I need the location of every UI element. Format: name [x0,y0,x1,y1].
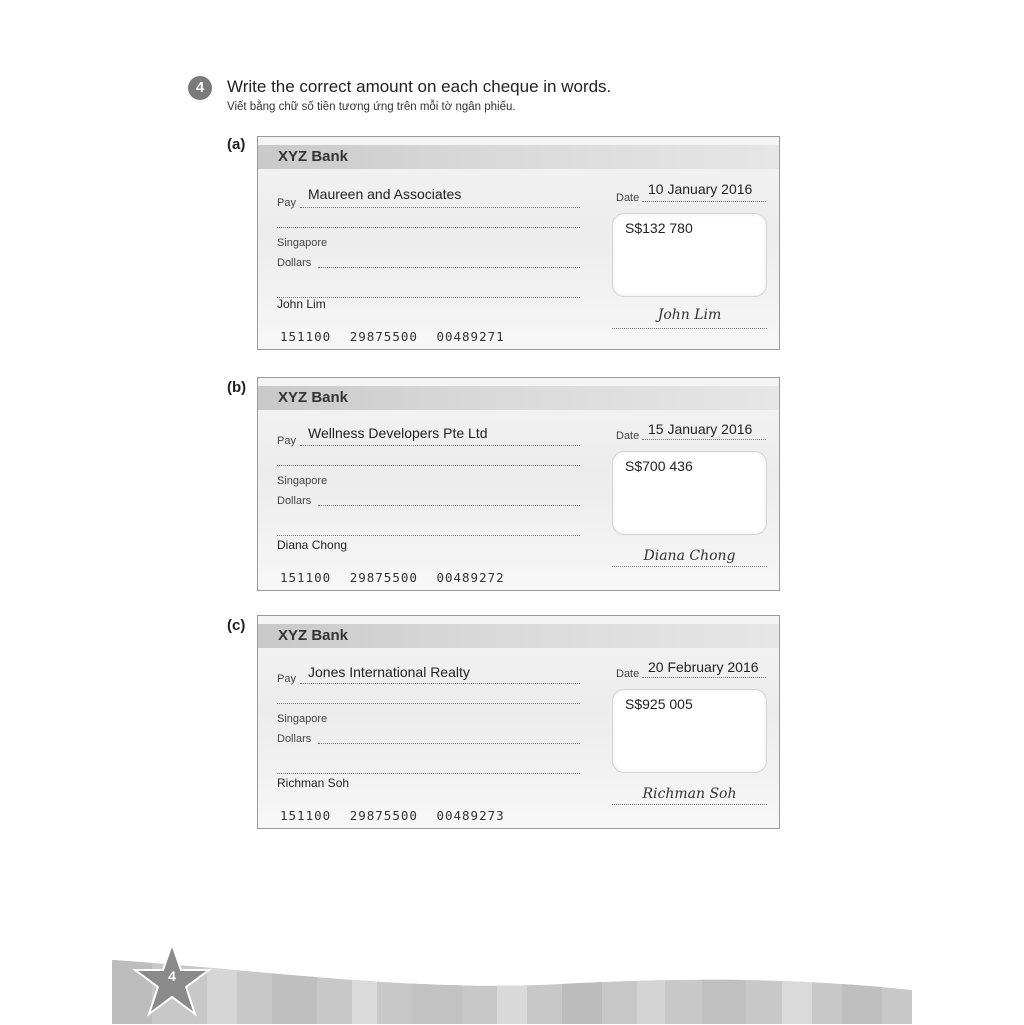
micr-account-no: 00489272 [436,570,505,585]
payee-name: Maureen and Associates [308,186,462,202]
amount-words-line-2[interactable] [318,505,580,506]
bank-header [258,145,779,169]
amount-figures: S$132 780 [625,220,693,236]
micr-branch-code: 29875500 [349,808,418,823]
dollars-label: Dollars [277,733,312,745]
date-line [642,201,766,202]
amount-box [612,689,767,773]
micr-account-no: 00489271 [436,329,505,344]
pay-line [300,445,580,446]
part-label-b: (b) [227,379,247,396]
date-label: Date [616,430,640,442]
part-label-a: (a) [227,136,246,153]
amount-words-line-1 [277,227,580,228]
singapore-label: Singapore [277,713,328,725]
payee-name: Jones International Realty [308,664,470,680]
date-line [642,439,766,440]
pay-label: Pay [277,673,296,685]
drawer-name: Richman Soh [277,776,350,790]
singapore-label: Singapore [277,237,328,249]
micr-cheque-no: 151100 [280,808,332,823]
pay-line [300,207,580,208]
micr-line [280,570,505,585]
signature: Diana Chong [643,548,736,564]
cheque-date: 10 January 2016 [648,181,753,197]
amount-figures: S$700 436 [625,458,693,474]
footer-band [112,940,912,1024]
bank-header [258,386,779,410]
singapore-label: Singapore [277,475,328,487]
drawer-name: Diana Chong [277,538,348,552]
dollars-label: Dollars [277,257,312,269]
page-number-star [132,940,212,1020]
amount-box [612,451,767,535]
signature-line [612,566,767,567]
amount-words-line-3[interactable] [277,535,580,536]
signature: John Lim [657,307,722,323]
part-label-c: (c) [227,617,246,634]
drawer-name: John Lim [277,297,326,311]
question-title: Write the correct amount on each cheque in words. [227,77,612,96]
payee-name: Wellness Developers Pte Ltd [308,425,488,441]
amount-figures: S$925 005 [625,696,693,712]
signature-line [612,328,767,329]
date-label: Date [616,192,640,204]
cheque-b [257,377,780,591]
micr-line [280,808,505,823]
pay-label: Pay [277,197,296,209]
question-number-badge: 4 [188,76,212,100]
bank-name: XYZ Bank [278,148,349,165]
footer-stripes [112,940,912,1024]
amount-words-line-3[interactable] [277,773,580,774]
signature-line [612,804,767,805]
question-subtitle: Viết bằng chữ số tiền tương ứng trên mỗi tờ ngân phiếu. [227,101,516,113]
amount-words-line-1 [277,703,580,704]
micr-branch-code: 29875500 [349,570,418,585]
micr-account-no: 00489273 [436,808,505,823]
amount-box [612,213,767,297]
cheque-date: 20 February 2016 [648,659,759,675]
pay-label: Pay [277,435,296,447]
bank-name: XYZ Bank [278,389,349,406]
micr-cheque-no: 151100 [280,329,332,344]
page-number: 4 [168,968,176,984]
pay-line [300,683,580,684]
bank-name: XYZ Bank [278,627,349,644]
cheque-a [257,136,780,350]
amount-words-line-2[interactable] [318,267,580,268]
amount-words-line-2[interactable] [318,743,580,744]
cheque-date: 15 January 2016 [648,421,753,437]
signature: Richman Soh [642,786,737,802]
date-line [642,677,766,678]
micr-branch-code: 29875500 [349,329,418,344]
amount-words-line-1 [277,465,580,466]
micr-cheque-no: 151100 [280,570,332,585]
micr-line [280,329,505,344]
bank-header [258,624,779,648]
dollars-label: Dollars [277,495,312,507]
cheque-c [257,615,780,829]
date-label: Date [616,668,640,680]
